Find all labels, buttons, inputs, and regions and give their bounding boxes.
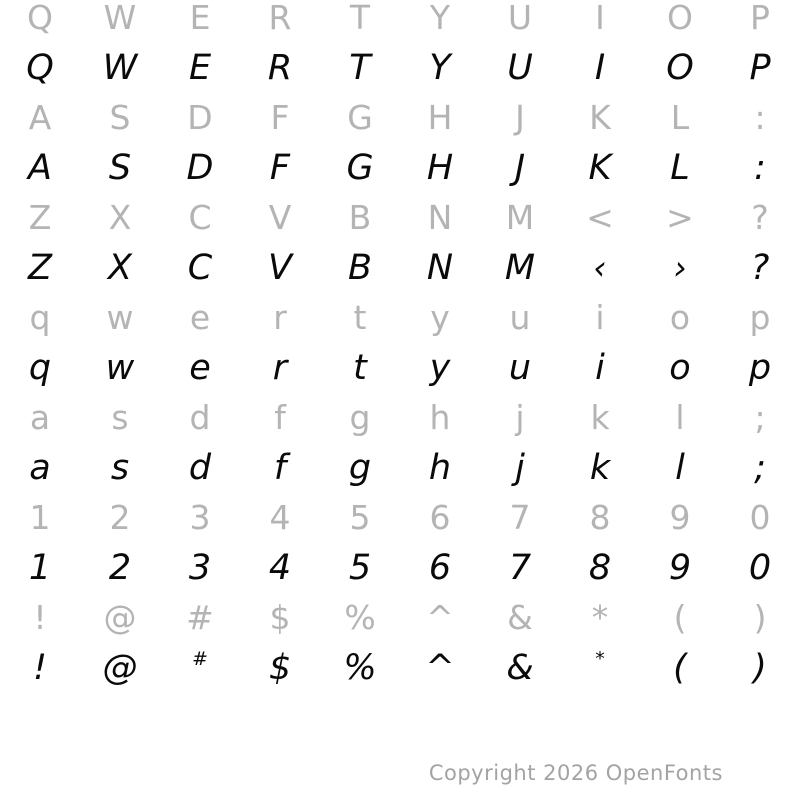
- preview-glyph-row: [0, 243, 800, 293]
- glyph-cell: [720, 393, 800, 443]
- preview-glyph: Z: [28, 248, 52, 288]
- glyph-cell: [160, 543, 240, 593]
- preview-glyph: L: [670, 148, 690, 188]
- reference-glyph: 6: [429, 498, 451, 537]
- glyph-cell: [320, 243, 400, 293]
- glyph-cell: [0, 0, 80, 43]
- glyph-cell: [80, 593, 160, 643]
- glyph-cell: [640, 493, 720, 543]
- glyph-cell: [480, 93, 560, 143]
- reference-glyph: Q: [27, 0, 53, 37]
- preview-glyph: T: [349, 48, 371, 88]
- reference-glyph: U: [507, 0, 533, 37]
- reference-glyph: q: [29, 298, 51, 337]
- reference-glyph: *: [591, 598, 609, 637]
- preview-glyph: 3: [188, 548, 212, 588]
- glyph-cell: [720, 293, 800, 343]
- glyph-cell: [640, 393, 720, 443]
- glyph-cell: [640, 243, 720, 293]
- glyph-cell: [240, 443, 320, 493]
- reference-glyph: i: [595, 298, 605, 337]
- reference-glyph: 2: [109, 498, 131, 537]
- preview-glyph: d: [188, 448, 212, 488]
- preview-glyph: ;: [754, 448, 766, 488]
- glyph-cell: [0, 243, 80, 293]
- preview-glyph-row: [0, 443, 800, 493]
- reference-glyph: &: [507, 598, 533, 637]
- glyph-cell: [240, 343, 320, 393]
- reference-glyph: e: [189, 298, 211, 337]
- preview-glyph: D: [186, 148, 214, 188]
- glyph-cell: [640, 193, 720, 243]
- glyph-cell: [160, 643, 240, 693]
- glyph-cell: [80, 343, 160, 393]
- reference-glyph: 4: [269, 498, 291, 537]
- preview-glyph: Y: [429, 48, 451, 88]
- reference-glyph-row: [0, 593, 800, 643]
- preview-glyph: 1: [28, 548, 52, 588]
- reference-glyph: %: [344, 598, 376, 637]
- glyph-cell: [640, 143, 720, 193]
- glyph-cell: [240, 143, 320, 193]
- preview-glyph: A: [28, 148, 52, 188]
- preview-glyph: F: [269, 148, 291, 188]
- preview-glyph: s: [110, 448, 130, 488]
- glyph-cell: [560, 593, 640, 643]
- glyph-cell: [400, 343, 480, 393]
- preview-glyph: (: [673, 648, 687, 688]
- glyph-cell: [400, 143, 480, 193]
- glyph-cell: [0, 543, 80, 593]
- preview-glyph: ›: [673, 248, 687, 287]
- preview-glyph: u: [508, 348, 532, 388]
- glyph-cell: [720, 343, 800, 393]
- glyph-cell: [640, 543, 720, 593]
- glyph-cell: [720, 93, 800, 143]
- glyph-cell: [80, 243, 160, 293]
- glyph-cell: [0, 193, 80, 243]
- glyph-cell: [720, 643, 800, 693]
- glyph-cell: [240, 93, 320, 143]
- reference-glyph: l: [675, 398, 685, 437]
- glyph-cell: [720, 43, 800, 93]
- reference-glyph: u: [509, 298, 531, 337]
- preview-glyph: a: [29, 448, 51, 488]
- preview-glyph: *: [595, 648, 605, 670]
- preview-glyph: N: [426, 248, 454, 288]
- preview-glyph: r: [272, 348, 288, 388]
- reference-glyph: o: [669, 298, 691, 337]
- reference-glyph: O: [667, 0, 693, 37]
- glyph-cell: [320, 493, 400, 543]
- glyph-cell: [480, 493, 560, 543]
- reference-glyph: d: [189, 398, 211, 437]
- glyph-cell: [240, 293, 320, 343]
- reference-glyph: w: [106, 298, 134, 337]
- preview-glyph: I: [594, 48, 606, 88]
- glyph-cell: [560, 193, 640, 243]
- reference-glyph: <: [586, 198, 614, 237]
- glyph-cell: [720, 0, 800, 43]
- preview-glyph: 2: [108, 548, 132, 588]
- glyph-cell: [640, 343, 720, 393]
- glyph-cell: [400, 293, 480, 343]
- preview-glyph: 0: [748, 548, 772, 588]
- glyph-cell: [720, 143, 800, 193]
- glyph-cell: [480, 143, 560, 193]
- reference-glyph: G: [347, 98, 373, 137]
- reference-glyph: y: [430, 298, 450, 337]
- preview-glyph: U: [507, 48, 533, 88]
- reference-glyph: C: [188, 198, 212, 237]
- glyph-cell: [0, 43, 80, 93]
- glyph-cell: [560, 143, 640, 193]
- reference-glyph: W: [103, 0, 137, 37]
- reference-glyph-row: [0, 493, 800, 543]
- glyph-cell: [0, 293, 80, 343]
- glyph-cell: [640, 293, 720, 343]
- glyph-cell: [640, 643, 720, 693]
- preview-glyph-row: [0, 343, 800, 393]
- glyph-cell: [560, 643, 640, 693]
- glyph-cell: [160, 43, 240, 93]
- reference-glyph: A: [28, 98, 52, 137]
- glyph-cell: [320, 43, 400, 93]
- preview-glyph-row: [0, 643, 800, 693]
- preview-glyph: j: [515, 448, 525, 488]
- glyph-cell: [480, 293, 560, 343]
- glyph-cell: [400, 543, 480, 593]
- glyph-cell: [560, 43, 640, 93]
- glyph-cell: [720, 193, 800, 243]
- reference-glyph: I: [595, 0, 605, 37]
- glyph-cell: [320, 643, 400, 693]
- reference-glyph: s: [111, 398, 129, 437]
- glyph-cell: [480, 343, 560, 393]
- glyph-cell: [480, 543, 560, 593]
- preview-glyph: @: [102, 648, 138, 688]
- glyph-cell: [320, 143, 400, 193]
- glyph-cell: [400, 243, 480, 293]
- glyph-cell: [160, 243, 240, 293]
- preview-glyph: B: [347, 248, 372, 288]
- reference-glyph: F: [270, 98, 290, 137]
- glyph-cell: [0, 443, 80, 493]
- preview-glyph: J: [514, 148, 526, 188]
- glyph-cell: [80, 93, 160, 143]
- preview-glyph: h: [428, 448, 452, 488]
- glyph-cell: [320, 193, 400, 243]
- glyph-cell: [400, 93, 480, 143]
- preview-glyph: !: [32, 648, 48, 688]
- reference-glyph: Y: [429, 0, 451, 37]
- preview-glyph: W: [102, 48, 138, 88]
- reference-glyph: B: [348, 198, 372, 237]
- copyright-notice: Copyright 2026 OpenFonts: [428, 761, 723, 785]
- glyph-cell: [720, 493, 800, 543]
- reference-glyph: :: [754, 98, 766, 137]
- glyph-cell: [400, 193, 480, 243]
- glyph-cell: [560, 393, 640, 443]
- reference-glyph: >: [666, 198, 694, 237]
- reference-glyph: r: [273, 298, 287, 337]
- reference-glyph: L: [670, 98, 690, 137]
- preview-glyph: k: [589, 448, 611, 488]
- glyph-cell: [160, 143, 240, 193]
- preview-glyph: :: [754, 148, 766, 188]
- reference-glyph: 3: [189, 498, 211, 537]
- glyph-cell: [320, 443, 400, 493]
- reference-glyph: ;: [754, 398, 766, 437]
- reference-glyph: a: [29, 398, 51, 437]
- glyph-cell: [720, 593, 800, 643]
- glyph-cell: [160, 193, 240, 243]
- glyph-cell: [640, 93, 720, 143]
- preview-glyph: &: [506, 648, 534, 688]
- glyph-cell: [160, 493, 240, 543]
- preview-glyph: S: [108, 148, 132, 188]
- reference-glyph: $: [269, 598, 291, 637]
- reference-glyph: #: [186, 598, 214, 637]
- glyph-cell: [400, 493, 480, 543]
- preview-glyph: C: [187, 248, 213, 288]
- preview-glyph: Q: [26, 48, 54, 88]
- reference-glyph: K: [589, 98, 611, 137]
- glyph-cell: [560, 493, 640, 543]
- reference-glyph: S: [109, 98, 131, 137]
- glyph-cell: [480, 193, 560, 243]
- preview-glyph: H: [426, 148, 454, 188]
- glyph-cell: [480, 643, 560, 693]
- glyph-cell: [560, 543, 640, 593]
- glyph-cell: [240, 0, 320, 43]
- glyph-cell: [560, 243, 640, 293]
- glyph-cell: [160, 93, 240, 143]
- glyph-cell: [0, 393, 80, 443]
- reference-glyph: !: [33, 598, 47, 637]
- preview-glyph: 5: [348, 548, 372, 588]
- preview-glyph: q: [28, 348, 52, 388]
- glyph-cell: [160, 443, 240, 493]
- reference-glyph: k: [590, 398, 610, 437]
- glyph-cell: [240, 393, 320, 443]
- preview-glyph: 8: [588, 548, 612, 588]
- reference-glyph-row: [0, 393, 800, 443]
- preview-glyph: X: [108, 248, 132, 288]
- glyph-cell: [0, 643, 80, 693]
- glyph-cell: [80, 143, 160, 193]
- glyph-cell: [480, 593, 560, 643]
- glyph-cell: [320, 543, 400, 593]
- glyph-cell: [400, 443, 480, 493]
- glyph-cell: [320, 293, 400, 343]
- preview-glyph: E: [188, 48, 212, 88]
- glyph-cell: [0, 143, 80, 193]
- glyph-cell: [480, 393, 560, 443]
- glyph-cell: [480, 0, 560, 43]
- glyph-cell: [80, 293, 160, 343]
- preview-glyph: t: [353, 348, 367, 388]
- reference-glyph-row: [0, 193, 800, 243]
- reference-glyph: 7: [509, 498, 531, 537]
- reference-glyph: T: [349, 0, 371, 37]
- glyph-cell: [160, 0, 240, 43]
- preview-glyph: ?: [750, 248, 770, 288]
- preview-glyph: w: [105, 348, 135, 388]
- reference-glyph: (: [673, 598, 687, 637]
- reference-glyph: Z: [28, 198, 52, 237]
- glyph-cell: [480, 243, 560, 293]
- reference-glyph: R: [268, 0, 292, 37]
- reference-glyph: p: [749, 298, 771, 337]
- preview-glyph: $: [268, 648, 292, 688]
- reference-glyph: ): [753, 598, 767, 637]
- glyph-cell: [560, 293, 640, 343]
- reference-glyph: j: [515, 398, 525, 437]
- glyph-cell: [640, 0, 720, 43]
- glyph-cell: [560, 343, 640, 393]
- preview-glyph: V: [268, 248, 292, 288]
- preview-glyph-row: [0, 543, 800, 593]
- glyph-cell: [240, 543, 320, 593]
- reference-glyph: ?: [751, 198, 769, 237]
- preview-glyph: i: [595, 348, 605, 388]
- reference-glyph: 5: [349, 498, 371, 537]
- reference-glyph-row: [0, 0, 800, 43]
- glyph-cell: [320, 593, 400, 643]
- glyph-cell: [0, 93, 80, 143]
- reference-glyph: t: [353, 298, 367, 337]
- reference-glyph-row: [0, 93, 800, 143]
- glyph-cell: [560, 443, 640, 493]
- glyph-cell: [80, 193, 160, 243]
- preview-glyph: 9: [668, 548, 692, 588]
- preview-glyph: #: [192, 648, 208, 670]
- glyph-cell: [640, 593, 720, 643]
- glyph-cell: [80, 643, 160, 693]
- preview-glyph: %: [343, 648, 377, 688]
- glyph-cell: [240, 193, 320, 243]
- glyph-cell: [480, 443, 560, 493]
- glyph-cell: [240, 243, 320, 293]
- glyph-cell: [80, 43, 160, 93]
- reference-glyph: 9: [669, 498, 691, 537]
- reference-glyph: J: [515, 98, 525, 137]
- glyph-cell: [240, 593, 320, 643]
- reference-glyph: 1: [29, 498, 51, 537]
- preview-glyph-row: [0, 143, 800, 193]
- preview-glyph: 6: [428, 548, 452, 588]
- preview-glyph: l: [675, 448, 685, 488]
- glyph-cell: [80, 393, 160, 443]
- glyph-cell: [560, 93, 640, 143]
- glyph-cell: [400, 43, 480, 93]
- preview-glyph: ‹: [593, 248, 607, 287]
- preview-glyph: g: [348, 448, 372, 488]
- reference-glyph: 0: [749, 498, 771, 537]
- glyph-cell: [0, 343, 80, 393]
- glyph-cell: [640, 43, 720, 93]
- reference-glyph: 8: [589, 498, 611, 537]
- glyph-cell: [160, 393, 240, 443]
- reference-glyph: f: [274, 398, 286, 437]
- glyph-cell: [320, 393, 400, 443]
- glyph-cell: [400, 593, 480, 643]
- preview-glyph: G: [346, 148, 374, 188]
- preview-glyph: P: [749, 48, 771, 88]
- glyph-cell: [400, 393, 480, 443]
- preview-glyph: o: [669, 348, 691, 388]
- glyph-cell: [320, 343, 400, 393]
- glyph-cell: [480, 43, 560, 93]
- reference-glyph: g: [349, 398, 371, 437]
- glyph-cell: [240, 43, 320, 93]
- reference-glyph-row: [0, 293, 800, 343]
- preview-glyph: M: [504, 248, 536, 288]
- reference-glyph: V: [268, 198, 292, 237]
- glyph-cell: [80, 0, 160, 43]
- glyph-cell: [0, 593, 80, 643]
- glyph-cell: [400, 0, 480, 43]
- glyph-cell: [160, 293, 240, 343]
- reference-glyph: ^: [426, 598, 454, 637]
- preview-glyph: 7: [508, 548, 532, 588]
- preview-glyph: R: [267, 48, 293, 88]
- preview-glyph: f: [273, 448, 287, 488]
- glyph-cell: [160, 593, 240, 643]
- preview-glyph: y: [429, 348, 451, 388]
- reference-glyph: D: [187, 98, 213, 137]
- reference-glyph: @: [103, 598, 137, 637]
- reference-glyph: X: [108, 198, 132, 237]
- glyph-cell: [320, 0, 400, 43]
- glyph-cell: [80, 443, 160, 493]
- reference-glyph: h: [429, 398, 451, 437]
- preview-glyph: K: [588, 148, 612, 188]
- glyph-cell: [560, 0, 640, 43]
- glyph-cell: [400, 643, 480, 693]
- preview-glyph: ): [753, 648, 767, 688]
- preview-glyph: ^: [425, 648, 455, 688]
- glyph-cell: [80, 493, 160, 543]
- glyph-cell: [80, 543, 160, 593]
- preview-glyph: O: [666, 48, 694, 88]
- reference-glyph: P: [750, 0, 770, 37]
- glyph-cell: [0, 493, 80, 543]
- glyph-cell: [320, 93, 400, 143]
- reference-glyph: N: [427, 198, 453, 237]
- reference-glyph: E: [189, 0, 211, 37]
- preview-glyph: e: [189, 348, 211, 388]
- glyph-cell: [240, 643, 320, 693]
- reference-glyph: H: [427, 98, 453, 137]
- glyph-cell: [720, 543, 800, 593]
- reference-glyph: M: [505, 198, 535, 237]
- glyph-cell: [640, 443, 720, 493]
- glyph-cell: [720, 443, 800, 493]
- glyph-cell: [720, 243, 800, 293]
- preview-glyph: p: [748, 348, 772, 388]
- preview-glyph: 4: [268, 548, 292, 588]
- glyph-cell: [160, 343, 240, 393]
- preview-glyph-row: [0, 43, 800, 93]
- glyph-cell: [240, 493, 320, 543]
